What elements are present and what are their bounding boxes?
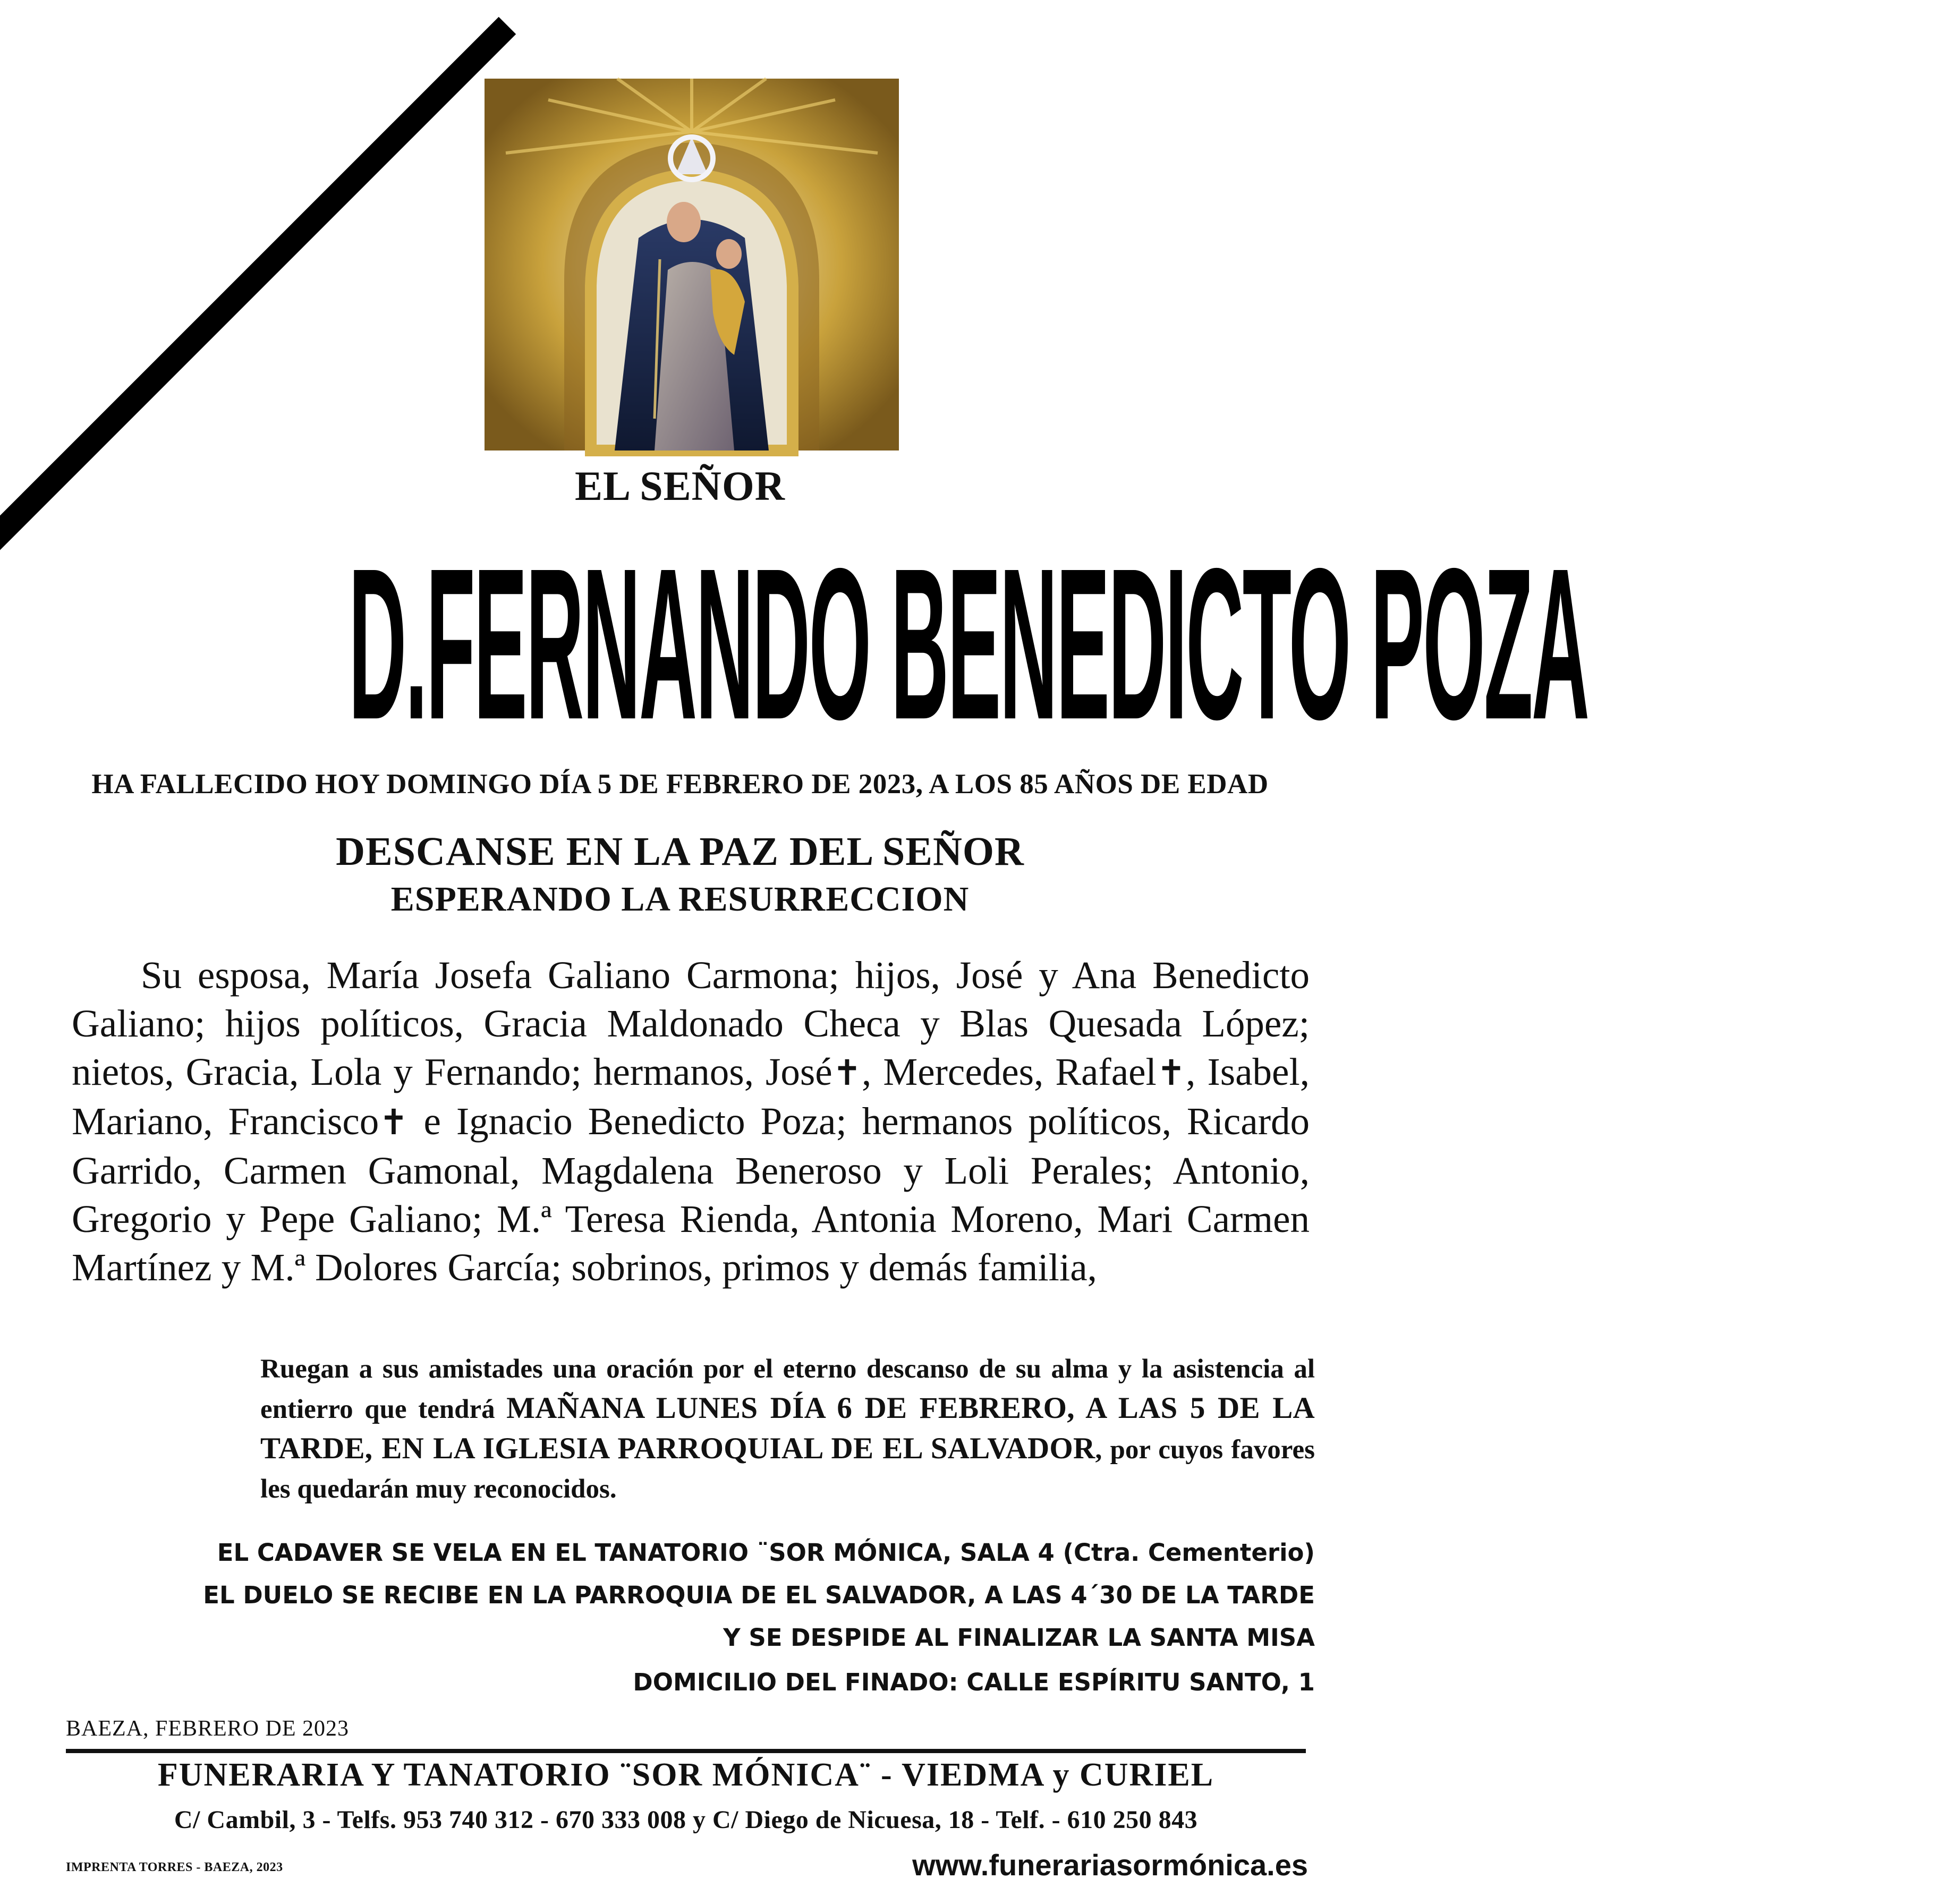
family-text-2: , Mercedes, Rafael [862, 1050, 1157, 1093]
deceased-address: DOMICILIO DEL FINADO: CALLE ESPÍRITU SANTO, 1 [633, 1668, 1315, 1696]
title-honorific: EL SEÑOR [575, 463, 785, 509]
request-text-2: , por cuyos favores les quedarán muy reconocidos. [260, 1435, 1315, 1504]
cross-icon: ✝ [832, 1052, 862, 1093]
death-announcement: HA FALLECIDO HOY DOMINGO DÍA 5 DE FEBRERO DE 2023, A LOS 85 AÑOS DE EDAD [91, 769, 1269, 800]
cross-icon: ✝ [1156, 1052, 1186, 1093]
funeral-home-address: C/ Cambil, 3 - Telfs. 953 740 312 - 670 333 008 y C/ Diego de Nicuesa, 18 - Telf. - 610 250 843 [174, 1806, 1198, 1834]
funeral-time-place: MAÑANA LUNES DÍA 6 DE FEBRERO, A LAS 5 DE LA TARDE, EN LA IGLESIA PARROQUIAL DE EL SALVADOR [260, 1391, 1315, 1465]
family-text-3: , Isabel, Mariano, Francisco [72, 1050, 1310, 1143]
condolence-location: EL DUELO SE RECIBE EN LA PARROQUIA DE EL SALVADOR, A LAS 4´30 DE LA TARDE [203, 1581, 1315, 1609]
family-text-1: Su esposa, María Josefa Galiano Carmona; hijos, José y Ana Benedicto Galiano; hijos políticos, Gracia Maldonado Checa y Blas Quesada López; nietos, Gracia, Lola y Fernando; hermanos, José [72, 954, 1310, 1093]
family-paragraph [72, 951, 1310, 1291]
deceased-name-text: D.FERNANDO BENEDICTO POZA [349, 523, 1588, 765]
printer-credit: IMPRENTA TORRES - BAEZA, 2023 [66, 1860, 283, 1874]
cross-icon: ✝ [379, 1102, 409, 1143]
prayer-line-2: ESPERANDO LA RESURRECCION [390, 880, 970, 919]
footer-divider [66, 1749, 1306, 1753]
prayer-line-1: DESCANSE EN LA PAZ DEL SEÑOR [336, 829, 1024, 874]
place-date: BAEZA, FEBRERO DE 2023 [66, 1716, 350, 1741]
wake-location: EL CADAVER SE VELA EN EL TANATORIO ¨SOR MÓNICA, SALA 4 (Ctra. Cementerio) [217, 1538, 1315, 1567]
funeral-home-name: FUNERARIA Y TANATORIO ¨SOR MÓNICA¨ - VIEDMA y CURIEL [157, 1757, 1214, 1793]
request-text-1: Ruegan a sus amistades una oración por el eterno descanso de su alma y la asistencia al entierro que tendrá [260, 1354, 1315, 1424]
family-text-4: e Ignacio Benedicto Poza; hermanos políticos, Ricardo Garrido, Carmen Gamonal, Magdalena Beneroso y Loli Perales; Antonio, Gregorio y Pepe Galiano; M.ª Teresa Rienda, Antonia Moreno, Mari Carmen Martínez y M.ª Dolores García; sobrinos, primos y demás familia, [72, 1100, 1310, 1289]
farewell-note: Y SE DESPIDE AL FINALIZAR LA SANTA MISA [723, 1624, 1315, 1652]
virgin-illustration [485, 79, 899, 450]
funeral-request [260, 1349, 1315, 1509]
website-link[interactable]: www.funerariasormónica.es [912, 1848, 1308, 1882]
deceased-name [0, 523, 1588, 765]
virgin-image [485, 79, 899, 450]
